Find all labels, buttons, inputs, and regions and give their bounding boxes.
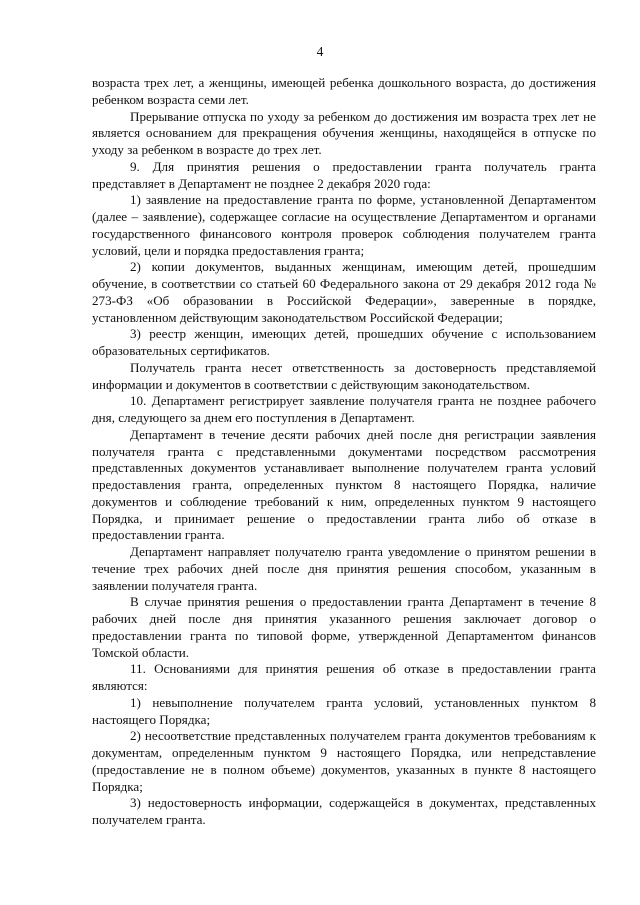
document-body bbox=[92, 75, 596, 829]
paragraph-item-9: 9. Для принятия решения о предоставлении гранта получатель гранта представляет в Департамент не позднее 2 декабря 2020 года: bbox=[92, 158, 596, 191]
paragraph-item-11-3: 3) недостоверность информации, содержащейся в документах, представленных получателем гранта. bbox=[92, 795, 596, 827]
paragraph-item-11-2: 2) несоответствие представленных получателем гранта документов требованиям к документам, определенным пунктом 9 настоящего Порядка, или непредставление (предоставление не в полном объеме) документов, указанных в пункте 8 настоящего Порядка; bbox=[92, 728, 596, 794]
paragraph-item-11: 11. Основаниями для принятия решения об отказе в предоставлении гранта являются: bbox=[92, 661, 596, 693]
paragraph-leave-interruption: Прерывание отпуска по уходу за ребенком до достижения им возраста трех лет не является основанием для прекращения обучения женщины, находящейся в отпуске по уходу за ребенком в возрасте до трех лет. bbox=[92, 108, 596, 157]
paragraph-item-11-1: 1) невыполнение получателем гранта условий, установленных пунктом 8 настоящего Порядка; bbox=[92, 694, 596, 727]
paragraph-continuation: возраста трех лет, а женщины, имеющей ребенка дошкольного возраста, до достижения ребенком возраста семи лет. bbox=[92, 75, 596, 107]
paragraph-item-9-3: 3) реестр женщин, имеющих детей, прошедших обучение с использованием образовательных сертификатов. bbox=[92, 326, 596, 358]
paragraph-notification: Департамент направляет получателю гранта уведомление о принятом решении в течение трех рабочих дней после дня принятия решения способом, указанным в заявлении получателя гранта. bbox=[92, 544, 596, 593]
paragraph-item-10: 10. Департамент регистрирует заявление получателя гранта не позднее рабочего дня, следующего за днем его поступления в Департамент. bbox=[92, 393, 596, 425]
paragraph-item-9-2: 2) копии документов, выданных женщинам, имеющим детей, прошедшим обучение, в соответствии со статьей 60 Федерального закона от 29 декабря 2012 года № 273-ФЗ «Об образовании в Российской Федерации», заверенные в порядке, установленном действующим законодательством Российской Федерации; bbox=[92, 259, 596, 325]
paragraph-agreement: В случае принятия решения о предоставлении гранта Департамент в течение 8 рабочих дней после дня принятия указанного решения заключает договор о предоставлении гранта по типовой форме, утвержденной Департаментом финансов Томской области. bbox=[92, 594, 596, 660]
paragraph-item-9-1: 1) заявление на предоставление гранта по форме, установленной Департаментом (далее – заявление), содержащее согласие на осуществление Департаментом и органами государственного финансового контроля проверок соблюдения получателем гранта условий, цели и порядка предоставления гранта; bbox=[92, 192, 596, 258]
page-number: 4 bbox=[316, 44, 324, 59]
paragraph-responsibility: Получатель гранта несет ответственность за достоверность представляемой информации и документов в соответствии с действующим законодательством. bbox=[92, 359, 596, 392]
paragraph-review: Департамент в течение десяти рабочих дней после дня регистрации заявления получателя гранта с представленными документами посредством рассмотрения представленных документов устанавливает выполнение получателем гранта условий предоставления гранта, определенных пунктом 8 настоящего Порядка, наличие документов и соблюдение требований к ним, определенных пунктом 9 настоящего Порядка, и принимает решение о предоставлении гранта либо об отказе в предоставлении гранта. bbox=[92, 426, 596, 543]
